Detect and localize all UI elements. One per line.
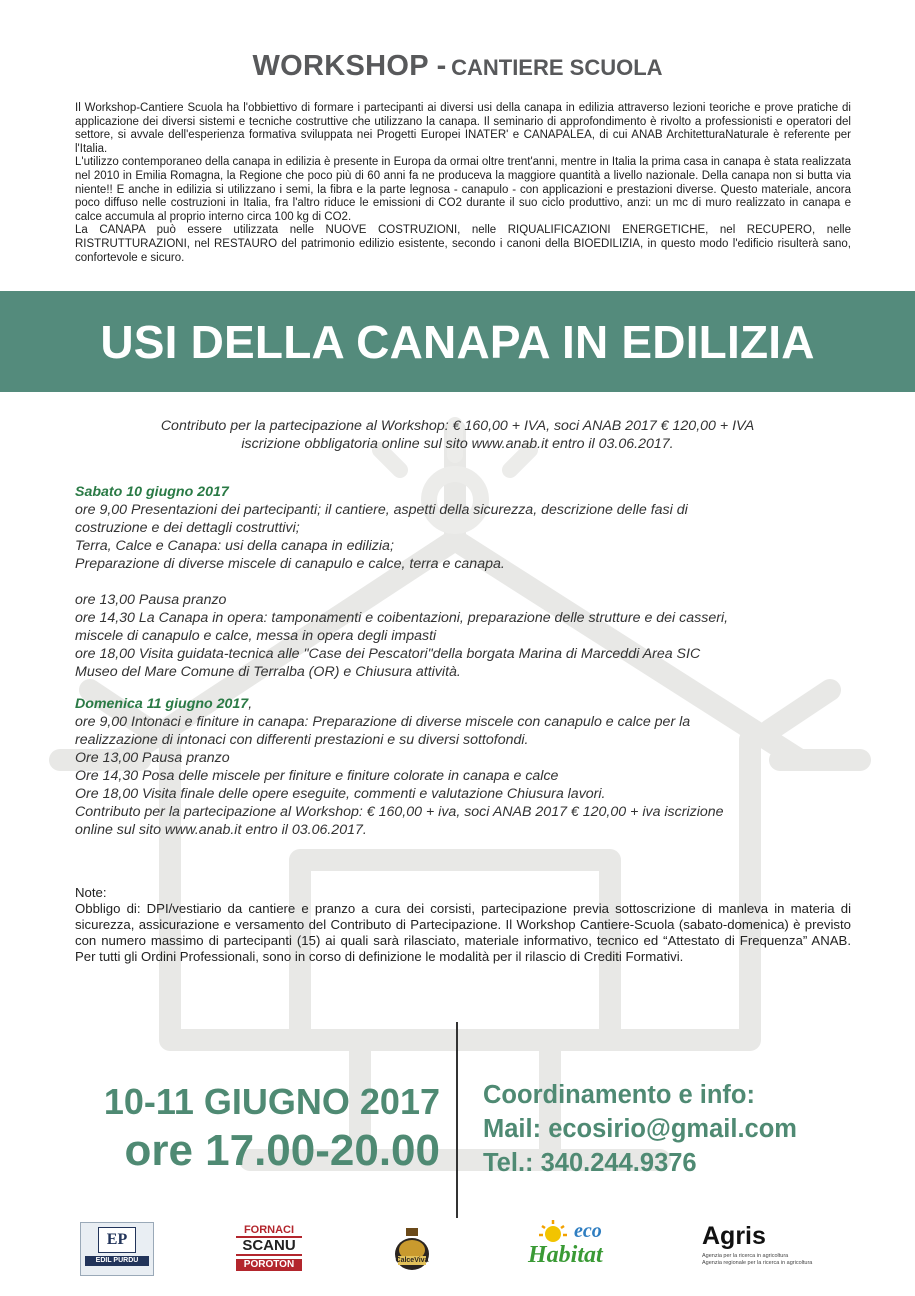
schedule-line: Ore 13,00 Pausa pranzo bbox=[75, 750, 230, 766]
edil-purdu-name: EDIL PURDU bbox=[85, 1256, 149, 1266]
mail-link[interactable]: ecosirio@gmail.com bbox=[548, 1115, 797, 1143]
tel-label: Tel.: bbox=[483, 1149, 534, 1177]
notes-label: Note: bbox=[75, 885, 107, 900]
agris-subtitle-2: Agenzia regionale per la ricerca in agricoltura bbox=[702, 1260, 813, 1266]
registration-line: iscrizione obbligatoria online sul sito www.anab.it entro il 03.06.2017. bbox=[241, 436, 674, 452]
schedule-line: Museo del Mare Comune di Terralba (OR) e Chiusura attività. bbox=[75, 664, 461, 680]
schedule-line: ore 9,00 Intonaci e finiture in canapa: Preparazione di diverse miscele con canapulo e calce per la bbox=[75, 714, 691, 730]
schedule-line: Ore 14,30 Posa delle miscele per finiture e finiture colorate in canapa e calce bbox=[75, 768, 559, 784]
poroton-label: POROTON bbox=[236, 1259, 302, 1271]
schedule-line: miscele di canapulo e calce, messa in opera degli impasti bbox=[75, 628, 437, 644]
calceviva-name: CalceViva bbox=[395, 1257, 429, 1264]
sunday-heading-suffix: , bbox=[248, 696, 253, 712]
schedule-line: ore 18,00 Visita guidata-tecnica alle "Case dei Pescatori"della borgata Marina di Marceddi Area SIC bbox=[75, 646, 701, 662]
edil-purdu-logo bbox=[80, 1222, 154, 1276]
schedule-line: ore 9,00 Presentazioni dei partecipanti; il cantiere, aspetti della sicurezza, descrizione delle fasi di bbox=[75, 502, 688, 518]
ecohabitat-logo bbox=[526, 1218, 616, 1276]
intro-paragraph: L'utilizzo contemporaneo della canapa in edilizia è presente in Europa da ormai oltre trent'anni, mentre in Italia la prima casa in canapa è stata realizzata nel 2010 in Emilia Romagna, la Regione che poco più di 60 anni fa ne produceva la maggiore quantità a livello nazionale. Della canapa non si butta via niente!! E anche in edilizia si utilizzano i semi, la fibra e la parte legnosa - canapulo - con applicazioni e prestazioni diverse. Questo materiale, ancora poco diffuso nelle costruzioni in Italia, fra l'altro riduce le emissioni di CO2 durante il suo ciclo produttivo, anzi: un mc di muro realizzato in canapa e calce accumula al proprio interno circa 100 kg di CO2. bbox=[75, 156, 851, 223]
contact-info bbox=[483, 1078, 797, 1180]
intro-paragraph: Il Workshop-Cantiere Scuola ha l'obbiettivo di formare i partecipanti ai diversi usi della canapa in edilizia attraverso lezioni teoriche e prove pratiche di applicazione dei diversi sistemi e tecniche costruttive che utilizzano la canapa. Il seminario di approfondimento è rivolto a professionisti e operatori del settore, si avvale dell'esperienza formativa sviluppata nei Progetti Europei INATER' e CANAPALEA, di cui ANAB ArchitetturaNaturale è referente per l'Italia. bbox=[75, 102, 851, 155]
contact-heading: Coordinamento e info: bbox=[483, 1081, 755, 1109]
schedule-line: Ore 18,00 Visita finale delle opere eseguite, commenti e valutazione Chiusura lavori. bbox=[75, 786, 606, 802]
agris-name: Agris bbox=[702, 1222, 766, 1250]
mail-label: Mail: bbox=[483, 1115, 542, 1143]
schedule-line: ore 13,00 Pausa pranzo bbox=[75, 592, 227, 608]
sponsor-logos bbox=[0, 1218, 915, 1278]
schedule-line: Preparazione di diverse miscele di canapulo e calce, terra e canapa. bbox=[75, 556, 505, 572]
notes-text: Obbligo di: DPI/vestiario da cantiere e pranzo a cura dei corsisti, partecipazione previa sottoscrizione di manleva in materia di sicurezza, assicurazione e versamento del Contributo di Partecipazione. Il Workshop Cantiere-Scuola (sabato-domenica) è previsto con numero massimo di partecipanti (15) ai quali sarà rilasciato, materiale informativo, tecnico ed “Attestato di Frequenza” ANAB. Per tutti gli Ordini Professionali, sono in corso di definizione le modalità per il rilascio di Crediti Formativi. bbox=[75, 901, 851, 964]
workshop-header bbox=[0, 50, 915, 83]
event-time: ore 17.00-20.00 bbox=[124, 1126, 440, 1175]
schedule-line: Contributo per la partecipazione al Workshop: € 160,00 + iva, soci ANAB 2017 € 120,00 + iva iscrizione bbox=[75, 804, 724, 820]
intro-text bbox=[75, 102, 851, 265]
fee-line: Contributo per la partecipazione al Workshop: € 160,00 + IVA, soci ANAB 2017 € 120,00 + IVA bbox=[160, 418, 755, 434]
title-banner bbox=[0, 291, 915, 392]
calceviva-icon bbox=[392, 1226, 432, 1272]
schedule-line: realizzazione di intonaci con differenti prestazioni e su diversi sottofondi. bbox=[75, 732, 529, 748]
agris-logo bbox=[702, 1222, 832, 1267]
habitat-label: Habitat bbox=[528, 1242, 603, 1268]
intro-paragraph: La CANAPA può essere utilizzata nelle NUOVE COSTRUZIONI, nelle RIQUALIFICAZIONI ENERGETICHE, nel RECUPERO, nelle RISTRUTTURAZIONI, nel RESTAURO del patrimonio edilizio esistente, secondo i canoni della BIOEDILIZIA, in questo modo l'edificio risulterà sano, confortevole e sicuro. bbox=[75, 224, 851, 264]
event-date: 10-11 GIUGNO 2017 bbox=[103, 1081, 440, 1122]
fornaci-scanu-logo bbox=[236, 1224, 302, 1271]
program-schedule bbox=[75, 483, 865, 839]
eco-label: eco bbox=[574, 1220, 602, 1242]
schedule-line: Terra, Calce e Canapa: usi della canapa in edilizia; bbox=[75, 538, 394, 554]
agris-subtitle: Agenzia per la ricerca in agricoltura bbox=[702, 1253, 789, 1259]
vertical-divider bbox=[456, 1022, 458, 1218]
schedule-line: online sul sito www.anab.it entro il 03.06.2017. bbox=[75, 822, 367, 838]
banner-title: USI DELLA CANAPA IN EDILIZIA bbox=[100, 315, 815, 368]
fee-info bbox=[0, 417, 915, 453]
scanu-label: SCANU bbox=[236, 1236, 302, 1256]
fornaci-label: FORNACI bbox=[243, 1224, 295, 1236]
sunday-heading: Domenica 11 giugno 2017 bbox=[75, 696, 249, 712]
header-subtitle: CANTIERE SCUOLA bbox=[451, 55, 663, 80]
event-dates bbox=[40, 1080, 440, 1178]
tel-number[interactable]: 340.244.9376 bbox=[540, 1149, 697, 1177]
edil-purdu-mark: EP bbox=[98, 1227, 136, 1253]
saturday-heading: Sabato 10 giugno 2017 bbox=[75, 484, 229, 500]
schedule-line: ore 14,30 La Canapa in opera: tamponamenti e coibentazioni, preparazione delle strutture e dei casseri, bbox=[75, 610, 729, 626]
header-title: WORKSHOP - bbox=[252, 50, 447, 82]
schedule-line: costruzione e dei dettagli costruttivi; bbox=[75, 520, 300, 536]
calceviva-logo bbox=[392, 1226, 432, 1272]
notes-section bbox=[75, 885, 851, 965]
